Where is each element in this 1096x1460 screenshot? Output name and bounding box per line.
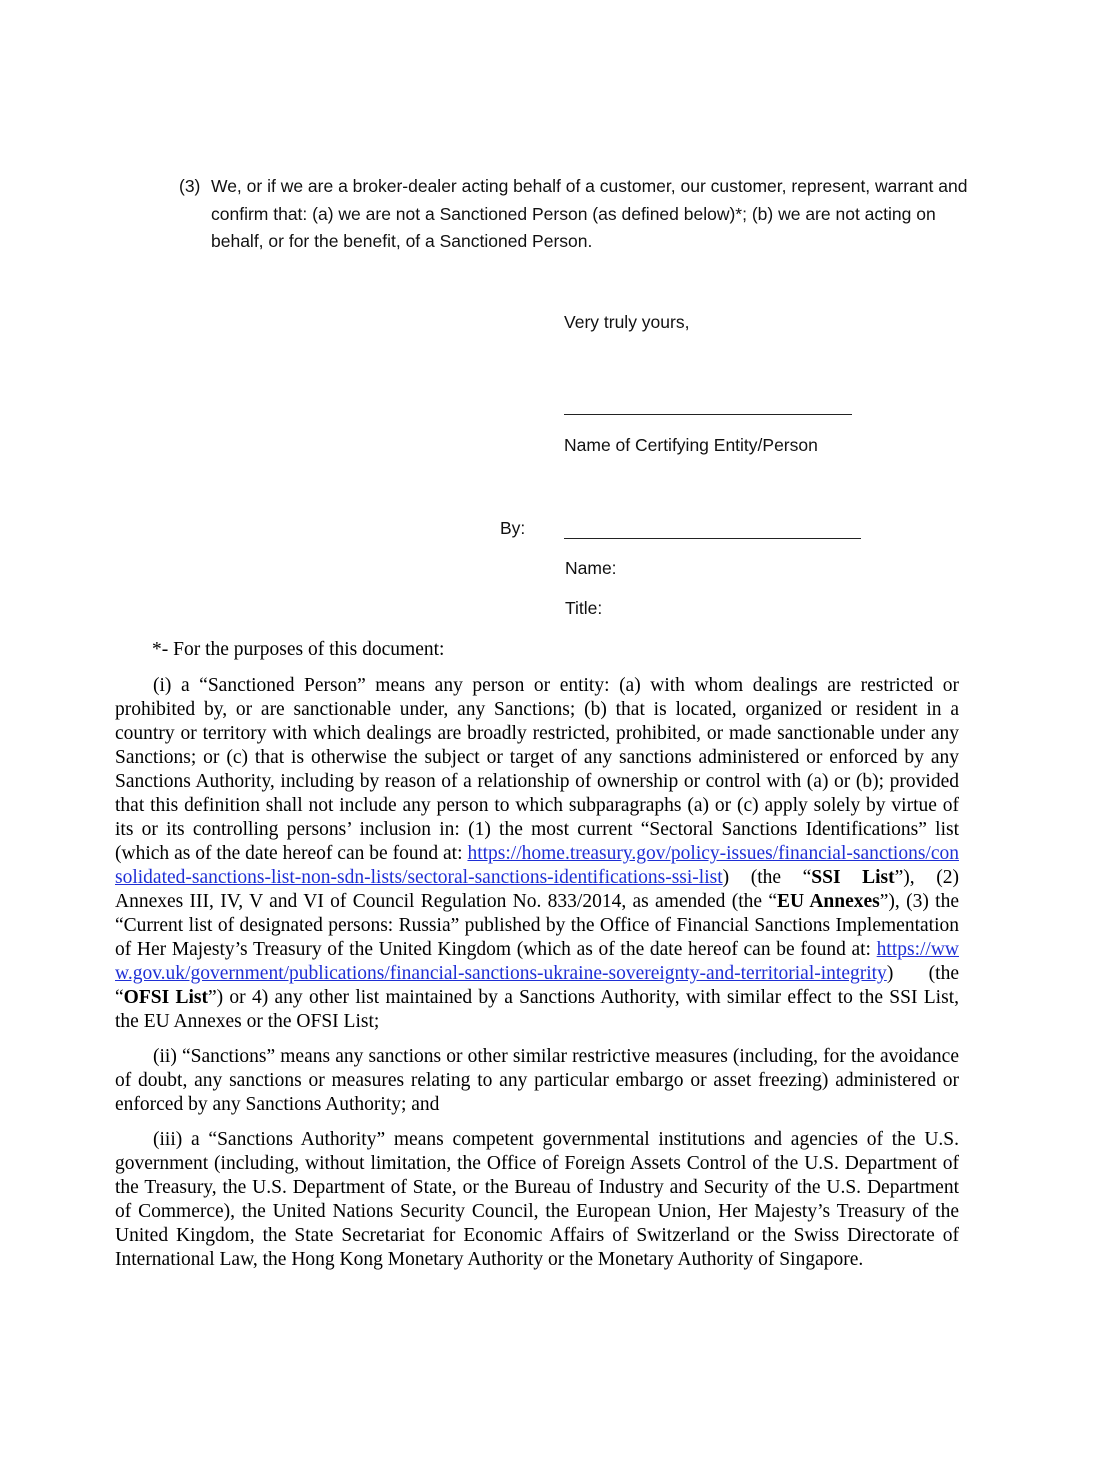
- representation-item-3: [179, 173, 969, 256]
- def1-text-6: ”) or 4) any other list maintained by a Sanctions Authority, with similar effect to the SSI List, the EU Annexes or the OFSI List;: [115, 987, 959, 1032]
- eu-annexes-term: EU Annexes: [777, 891, 880, 912]
- footnote-intro: *- For the purposes of this document:: [152, 639, 445, 660]
- ofsi-list-link[interactable]: https://www.gov.uk/government/publications/financial-sanctions-ukraine-sovereignty-and-territorial-integrity: [115, 939, 959, 984]
- entity-label: Name of Certifying Entity/Person: [564, 435, 818, 455]
- definition-sanctions-authority: (iii) a “Sanctions Authority” means competent governmental institutions and agencies of the U.S. government (including, without limitation, the Office of Foreign Assets Control of the U.S. Department of the Treasury, the U.S. Department of State, or the Bureau of Industry and Security of the U.S. Department of Commerce), the United Nations Security Council, the European Union, Her Majesty’s Treasury of the United Kingdom, the State Secretariat for Economic Affairs of Switzerland or the Swiss Directorate of International Law, the Hong Kong Monetary Authority or the Monetary Authority of Singapore.: [115, 1129, 959, 1270]
- def1-text-3: ”), (2) Annexes III, IV, V and VI of Council Regulation No. 833/2014, as amended (the “: [115, 867, 959, 912]
- name-label: Name:: [565, 558, 617, 578]
- item-number: (3): [179, 176, 201, 196]
- title-label: Title:: [565, 598, 603, 618]
- signature-line-by: [564, 538, 861, 539]
- definition-sanctioned-person: [115, 674, 959, 1034]
- def1-text-1: (i) a “Sanctioned Person” means any person or entity: (a) with whom dealings are restricted or prohibited by, or are sanctionable under, any Sanctions; (b) that is located, organized or resident in a country or territory with which dealings are broadly restricted, prohibited, or made sanctionable under any Sanctions; or (c) that is otherwise the subject or target of any sanctions administered or enforced by any Sanctions Authority, including by reason of a relationship of ownership or control with (a) or (b); provided that this definition shall not include any person to which subparagraphs (a) or (c) apply solely by virtue of its or its controlling persons’ inclusion in: (1) the most current “Sectoral Sanctions Identifications” list (which as of the date hereof can be found at:: [115, 675, 959, 864]
- signature-line-entity: [564, 414, 852, 415]
- ssi-list-link[interactable]: https://home.treasury.gov/policy-issues/financial-sanctions/consolidated-sanctions-list-non-sdn-lists/sectoral-sanctions-identifications-ssi-list: [115, 843, 959, 888]
- definition-sanctions: (ii) “Sanctions” means any sanctions or other similar restrictive measures (including, for the avoidance of doubt, any sanctions or measures relating to any particular embargo or asset freezing) administered or enforced by any Sanctions Authority; and: [115, 1046, 959, 1115]
- def1-text-5: ) (the “: [115, 963, 959, 1008]
- closing-salutation: Very truly yours,: [564, 312, 690, 332]
- by-label: By:: [500, 518, 526, 538]
- ssi-list-term: SSI List: [811, 867, 895, 888]
- ofsi-list-term: OFSI List: [123, 987, 208, 1008]
- item-text: We, or if we are a broker-dealer acting behalf of a customer, our customer, represent, warrant and confirm that: (a) we are not a Sanctioned Person (as defined below)*; (b) we are not acting on behalf, or for the benefit, of a Sanctioned Person.: [211, 176, 968, 251]
- def1-text-2: ) (the “: [722, 867, 812, 888]
- def1-text-4: ”), (3) the “Current list of designated persons: Russia” published by the Office of Financial Sanctions Implementation of Her Majesty’s Treasury of the United Kingdom (which as of the date hereof can be found at:: [115, 891, 959, 960]
